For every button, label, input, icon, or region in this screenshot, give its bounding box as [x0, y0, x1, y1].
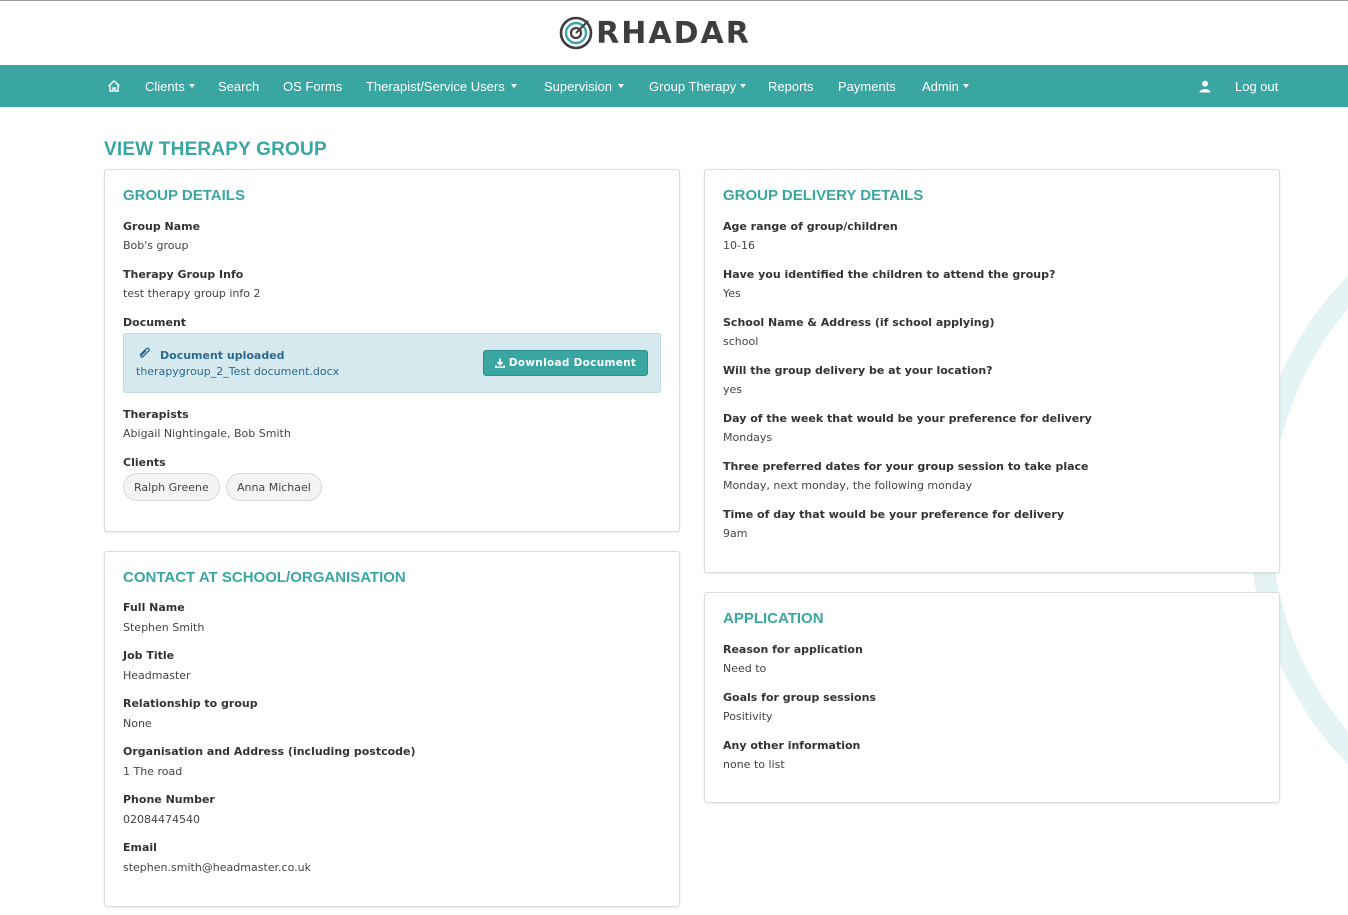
chevron-down-icon: [618, 84, 624, 88]
client-chip[interactable]: Ralph Greene: [123, 473, 220, 501]
group-name-label: Group Name: [123, 220, 201, 233]
contact-phone-value: 02084474540: [123, 813, 200, 826]
contact-job-title-label: Job Title: [123, 649, 175, 662]
chevron-down-icon: [511, 84, 517, 88]
delivery-age-range-label: Age range of group/children: [723, 220, 898, 233]
delivery-details-title: GROUP DELIVERY DETAILS: [723, 187, 924, 204]
contact-panel: [104, 551, 680, 907]
application-goals-label: Goals for group sessions: [723, 691, 876, 704]
nav-clients[interactable]: Clients: [145, 65, 195, 107]
contact-job-title-value: Headmaster: [123, 669, 191, 682]
nav-home[interactable]: [107, 65, 121, 107]
document-label: Document: [123, 316, 187, 329]
delivery-school-label: School Name & Address (if school applying): [723, 316, 995, 329]
chevron-down-icon: [740, 84, 746, 88]
page-title: VIEW THERAPY GROUP: [104, 139, 327, 160]
nav-admin[interactable]: Admin: [922, 65, 969, 107]
contact-phone-label: Phone Number: [123, 793, 215, 806]
delivery-location-value: yes: [723, 383, 743, 396]
nav-os-forms[interactable]: OS Forms: [283, 78, 343, 94]
application-other-label: Any other information: [723, 739, 861, 752]
document-status: Document uploaded: [160, 349, 285, 362]
rhadar-logo[interactable]: [559, 16, 751, 51]
group-info-label: Therapy Group Info: [123, 268, 244, 281]
contact-relationship-value: None: [123, 717, 152, 730]
user-icon: [1199, 80, 1211, 93]
delivery-day-label: Day of the week that would be your preference for delivery: [723, 412, 1092, 425]
group-details-panel: [104, 169, 680, 532]
delivery-dates-label: Three preferred dates for your group session to take place: [723, 460, 1089, 473]
delivery-time-value: 9am: [723, 527, 748, 540]
download-icon: [495, 358, 505, 368]
delivery-children-identified-value: Yes: [723, 287, 741, 300]
delivery-age-range-value: 10-16: [723, 239, 755, 252]
radar-logo-icon: [559, 16, 593, 50]
contact-full-name-label: Full Name: [123, 601, 185, 614]
nav-payments[interactable]: Payments: [838, 78, 896, 94]
paperclip-icon: [136, 346, 152, 360]
delivery-time-label: Time of day that would be your preference for delivery: [723, 508, 1064, 521]
delivery-details-panel: [704, 169, 1280, 573]
chevron-down-icon: [963, 84, 969, 88]
nav-group-therapy[interactable]: Group Therapy: [649, 65, 746, 107]
application-title: APPLICATION: [723, 610, 824, 627]
application-other-value: none to list: [723, 758, 785, 771]
therapists-value: Abigail Nightingale, Bob Smith: [123, 427, 291, 440]
delivery-school-value: school: [723, 335, 759, 348]
group-details-title: GROUP DETAILS: [123, 187, 245, 204]
contact-full-name-value: Stephen Smith: [123, 621, 205, 634]
clients-label: Clients: [123, 456, 166, 469]
delivery-day-value: Mondays: [723, 431, 773, 444]
contact-relationship-label: Relationship to group: [123, 697, 258, 710]
brand-name: RHADAR: [596, 15, 751, 51]
download-document-button[interactable]: Download Document: [483, 350, 648, 376]
application-reason-value: Need to: [723, 662, 767, 675]
application-goals-value: Positivity: [723, 710, 773, 723]
client-chip[interactable]: Anna Michael: [226, 473, 322, 501]
contact-email-label: Email: [123, 841, 157, 854]
group-name-value: Bob's group: [123, 239, 189, 252]
application-reason-label: Reason for application: [723, 643, 863, 656]
contact-email-value: stephen.smith@headmaster.co.uk: [123, 861, 311, 874]
nav-search[interactable]: Search: [218, 78, 260, 94]
application-panel: [704, 592, 1280, 803]
site-header: [0, 1, 1348, 65]
nav-user-profile[interactable]: [1199, 65, 1211, 107]
therapists-label: Therapists: [123, 408, 189, 421]
delivery-children-identified-label: Have you identified the children to attend the group?: [723, 268, 1056, 281]
delivery-location-label: Will the group delivery be at your location?: [723, 364, 993, 377]
contact-address-label: Organisation and Address (including postcode): [123, 745, 416, 758]
nav-reports[interactable]: Reports: [768, 78, 814, 94]
contact-address-value: 1 The road: [123, 765, 183, 778]
group-info-value: test therapy group info 2: [123, 287, 261, 300]
nav-therapist-service-users[interactable]: Therapist/Service Users: [366, 65, 517, 107]
main-navbar: [0, 65, 1348, 107]
home-icon: [107, 79, 121, 93]
chevron-down-icon: [189, 84, 195, 88]
document-filename: therapygroup_2_Test document.docx: [136, 365, 340, 378]
contact-title: CONTACT AT SCHOOL/ORGANISATION: [123, 569, 406, 586]
nav-logout[interactable]: Log out: [1235, 78, 1279, 94]
nav-supervision[interactable]: Supervision: [544, 65, 624, 107]
delivery-dates-value: Monday, next monday, the following monday: [723, 479, 973, 492]
document-upload-box: [123, 333, 661, 393]
